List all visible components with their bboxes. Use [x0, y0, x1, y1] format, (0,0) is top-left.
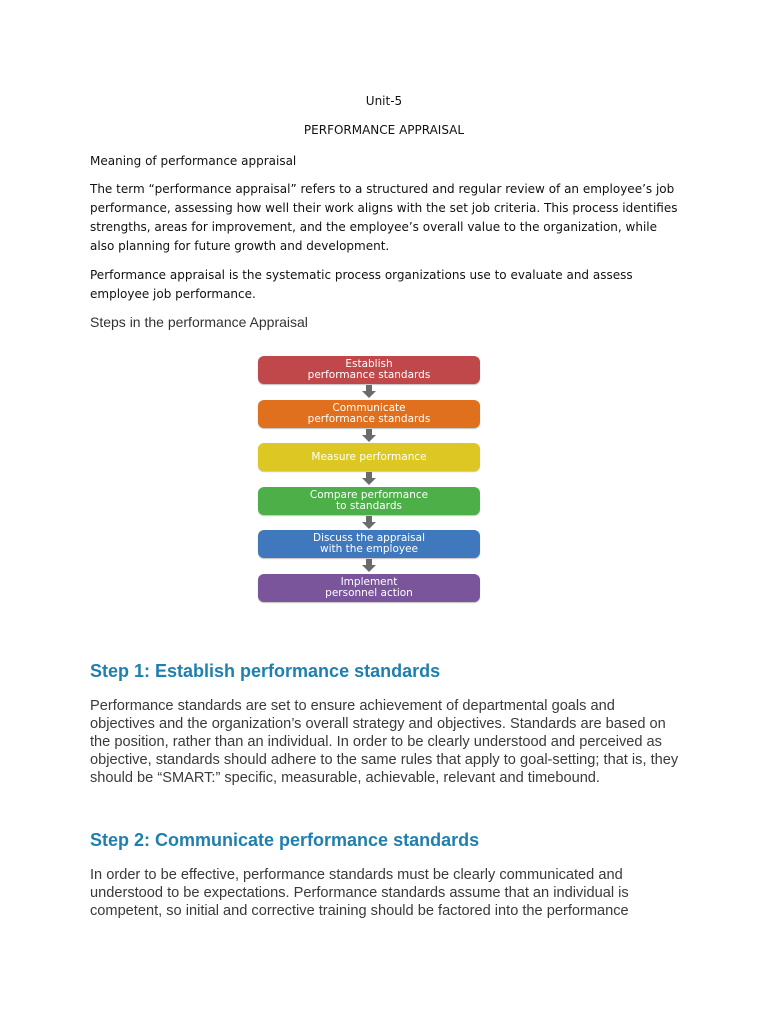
flow-step-4: Compare performance to standards: [258, 487, 480, 515]
appraisal-flowchart: [258, 356, 482, 604]
down-arrow-icon: [362, 516, 376, 530]
page-title: PERFORMANCE APPRAISAL: [303, 123, 465, 137]
down-arrow-icon: [362, 429, 376, 443]
down-arrow-icon: [362, 559, 376, 573]
step1-heading: Step 1: Establish performance standards: [90, 661, 441, 681]
flow-step-6: Implement personnel action: [258, 574, 480, 602]
unit-label: Unit-5: [365, 94, 403, 108]
flow-step-1: Establish performance standards: [258, 356, 480, 384]
meaning-paragraph-1: The term “performance appraisal” refers to a structured and regular review of an employee’s job performance, assessing how well their work aligns with the set job criteria. This process identifies strengths, areas for improvement, and the employee’s overall value to the organization, while also planning for future growth and development.: [90, 182, 678, 253]
down-arrow-icon: [362, 472, 376, 486]
meaning-heading: Meaning of performance appraisal: [90, 154, 297, 168]
step2-heading: Step 2: Communicate performance standards: [90, 830, 480, 850]
down-arrow-icon: [362, 385, 376, 399]
meaning-paragraph-2: Performance appraisal is the systematic process organizations use to evaluate and assess employee job performance.: [90, 268, 633, 301]
flow-step-5: Discuss the appraisal with the employee: [258, 530, 480, 558]
steps-label: Steps in the performance Appraisal: [90, 314, 308, 330]
step1-body: Performance standards are set to ensure achievement of departmental goals and objectives and the organization’s overall strategy and objectives. Standards are based on the position, rather than an individual. In order to be clearly understood and perceived as objective, standards should adhere to the same rules that apply to goal-setting; that is, they should be “SMART:” specific, measurable, achievable, relevant and timebound.: [90, 698, 679, 786]
step2-body: In order to be effective, performance standards must be clearly communicated and understood to be expectations. Performance standards assume that an individual is competent, so initial and corrective training should be factored into the performance: [90, 867, 629, 919]
flow-step-3: Measure performance: [258, 443, 480, 471]
flow-step-2: Communicate performance standards: [258, 400, 480, 428]
